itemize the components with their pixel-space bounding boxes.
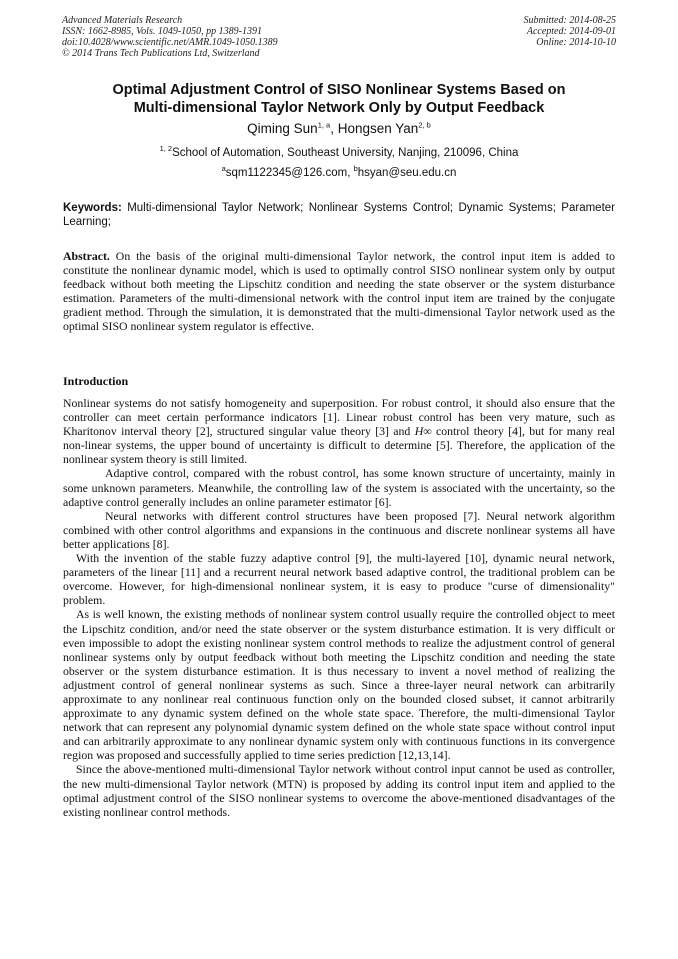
journal-copyright: © 2014 Trans Tech Publications Ltd, Switzerland: [62, 48, 260, 59]
paragraph: Adaptive control, compared with the robust control, has some known structure of uncertainty, mainly in some unknown parameters. Meanwhile, the controlling law of the system is associated with the uncertainty, so the adaptive control generally includes an online parameter estimator [6].: [63, 466, 615, 509]
section-heading: Introduction: [63, 374, 129, 388]
keywords-label: Keywords:: [63, 202, 122, 214]
author-separator: ,: [330, 121, 334, 136]
affiliation: [40, 144, 638, 159]
submitted-date: Submitted: 2014-08-25: [523, 15, 616, 26]
h-infinity-symbol: H∞: [414, 424, 432, 439]
journal-issn: ISSN: 1662-8985, Vols. 1049-1050, pp 1389-1391: [62, 26, 262, 37]
paragraph: Neural networks with different control structures have been proposed [7]. Neural network algorithm combined with other control algorithms and expansions in the continuous and discrete nonlinear systems all have better applications [8].: [63, 508, 615, 551]
author-name: Hongsen Yan: [337, 121, 419, 136]
paragraph-text: control theory [4], but for many real non-linear systems, the upper bound of uncertainty is difficult to determine [5]. Therefore, the application of the nonlinear system theory is still limited.: [63, 424, 615, 467]
paragraph: With the invention of the stable fuzzy adaptive control [9], the multi-layered [10], dynamic neural network, parameters of the linear [11] and a recurrent neural network based adaptive control, the traditional problem can be overcome. However, for high-dimensional nonlinear system, it is easy to produce "curse of dimensionality" problem.: [63, 551, 615, 608]
title-line-1: Optimal Adjustment Control of SISO Nonlinear Systems Based on: [112, 82, 566, 98]
email-link: hsyan@seu.edu.cn: [357, 167, 457, 179]
author-name: Qiming Sun: [247, 121, 318, 136]
abstract-label: Abstract.: [63, 249, 110, 263]
accepted-date: Accepted: 2014-09-01: [526, 26, 616, 37]
keywords: [63, 201, 615, 229]
affiliation-text: School of Automation, Southeast University, Nanjing, 210096, China: [172, 147, 519, 159]
keywords-text: Multi-dimensional Taylor Network; Nonlinear Systems Control; Dynamic Systems; Parameter Learning;: [63, 202, 615, 228]
affiliation-mark: 1, 2: [159, 144, 173, 154]
email-link: sqm1122345@126.com,: [225, 167, 351, 179]
author-affiliation-mark: 2, b: [418, 120, 431, 130]
abstract-text: On the basis of the original multi-dimensional Taylor network, the control input item is added to constitute the nonlinear dynamic model, which is used to optimally control SISO nonlinear system only by output feedback without both meeting the Lipschitz condition and needing the state observer or the system disturbance estimation. Parameters of the multi-dimensional network with the control input item are trained by the conjugate gradient method. Through the simulation, it is demonstrated that the multi-dimensional Taylor network used as the optimal SISO nonlinear system regulator is effective.: [63, 249, 615, 334]
paragraph: Since the above-mentioned multi-dimensional Taylor network without control input cannot be used as controller, the new multi-dimensional Taylor network (MTN) is proposed by adding its control input item and applied to the optimal adjustment control of the SISO nonlinear systems to overcome the above-mentioned disadvantages of the existing nonlinear control methods.: [63, 762, 615, 819]
author-affiliation-mark: 1, a: [317, 120, 331, 130]
journal-doi: doi:10.4028/www.scientific.net/AMR.1049-1050.1389: [62, 37, 278, 48]
journal-name: Advanced Materials Research: [62, 15, 183, 26]
paragraph-text: Nonlinear systems do not satisfy homogeneity and superposition. For robust control, it should also ensure that the controller can meet certain performance indicators [1]. Linear robust control has been very mature, such as Kharitonov interval theory [2], structured singular value theory [3] and: [63, 396, 615, 439]
paragraph: As is well known, the existing methods of nonlinear system control usually require the controlled object to meet the Lipschitz condition, and/or need the state observer or the system disturbance estimation. It is very difficult or even impossible to adopt the existing nonlinear system control methods to realize the adjustment control of general nonlinear systems only by output feedback without both meeting the Lipschitz condition and needing the state observer or the system disturbance estimation. It is thus necessary to invent a novel method of realizing the adjustment control of general nonlinear systems as such. Since a three-layer neural network can arbitrarily approximate to any nonlinear real continuous function only on the bounded closed subset, it cannot arbitrarily approximate to any dynamic system defined on the whole state space. Therefore, the multi-dimensional Taylor network that can represent any polynomial dynamic system defined on the whole state space without control input and can arbitrarily approximate to any nonlinear dynamic system only with continuous functions in its convergence region was proposed and successfully applied to time series prediction [12,13,14].: [63, 607, 615, 763]
author-emails: [40, 164, 638, 179]
journal-header-right: [524, 15, 617, 48]
paragraph: [63, 396, 615, 466]
paper-title: [40, 81, 638, 117]
author-list: [40, 121, 638, 136]
abstract: [63, 249, 615, 334]
title-line-2: Multi-dimensional Taylor Network Only by Output Feedback: [133, 100, 545, 116]
email-mark: b: [353, 164, 358, 174]
online-date: Online: 2014-10-10: [536, 37, 616, 48]
journal-header-left: [62, 15, 278, 59]
email-mark: a: [221, 164, 226, 174]
introduction-body: [63, 396, 615, 819]
